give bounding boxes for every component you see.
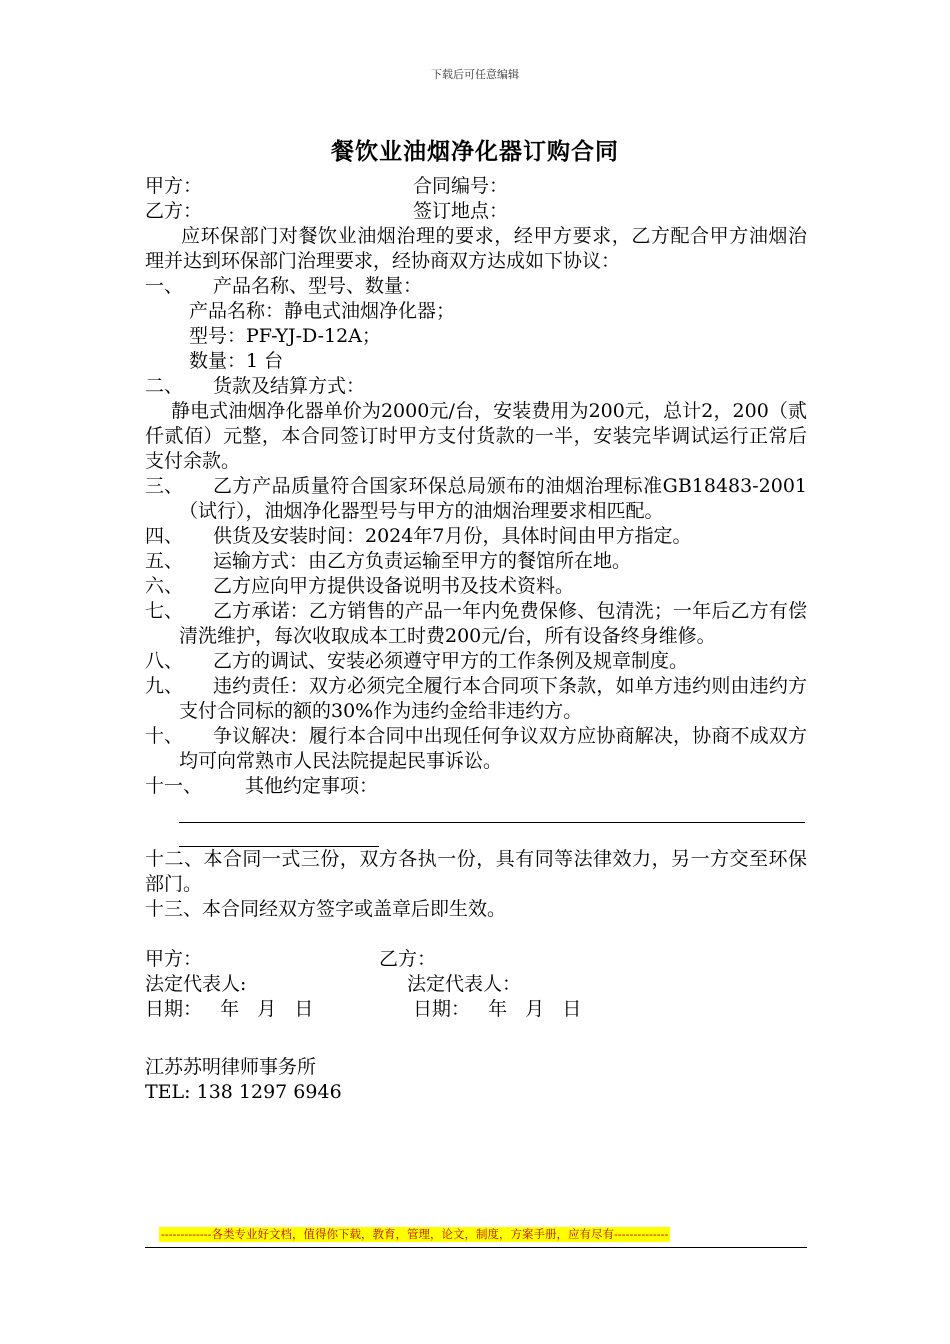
clause-number: 十、 (145, 725, 184, 747)
law-firm-tel: TEL: 138 1297 6946 (145, 1081, 342, 1103)
clause-12: 十二、本合同一式三份，双方各执一份，具有同等法律效力，另一方交至环保部门。 (145, 848, 807, 895)
clause-number: 十一、 (145, 775, 203, 797)
party-row-b (145, 199, 807, 224)
clause-text: 争议解决：履行本合同中出现任何争议双方应协商解决，协商不成双方均可向常熟市人民法院提起民事诉讼。 (179, 725, 807, 772)
product-model: 型号：PF-YJ-D-12A； (189, 325, 381, 347)
header-note: 下载后可任意编辑 (431, 68, 519, 81)
clause-2 (145, 374, 807, 399)
spacer (145, 922, 807, 947)
product-name: 产品名称：静电式油烟净化器； (189, 300, 456, 322)
blank-line-full (179, 799, 805, 823)
sign-party-b: 乙方： (379, 948, 437, 970)
clause-9 (145, 674, 807, 724)
clause-7 (145, 599, 807, 649)
clause-text: 货款及结算方式： (213, 375, 366, 397)
sign-row-date (145, 997, 807, 1022)
clause-13: 十三、本合同经双方签字或盖章后即生效。 (145, 898, 507, 920)
clause-6 (145, 574, 807, 599)
clause-text: 乙方应向甲方提供设备说明书及技术资料。 (213, 575, 575, 597)
clause-number: 五、 (145, 550, 184, 572)
clause-5 (145, 549, 807, 574)
party-row-a (145, 174, 807, 199)
sign-date-a: 日期： 年 月 日 (145, 998, 314, 1020)
clause-number: 八、 (145, 650, 184, 672)
sign-party-a: 甲方： (145, 948, 203, 970)
footer-bar (145, 1226, 807, 1248)
law-firm-name: 江苏苏明律师事务所 (145, 1056, 317, 1078)
clause-number: 二、 (145, 375, 184, 397)
clause-text: 产品名称、型号、数量： (213, 275, 423, 297)
clause-number: 七、 (145, 600, 184, 622)
clause-text: 其他约定事项： (245, 775, 379, 797)
party-a-label: 甲方： (145, 175, 203, 197)
sign-row-rep (145, 972, 807, 997)
contract-title: 餐饮业油烟净化器订购合同 (331, 138, 619, 165)
clause-4 (145, 524, 807, 549)
blank-line-short (179, 823, 379, 847)
clause-text: 运输方式：由乙方负责运输至甲方的餐馆所在地。 (213, 550, 632, 572)
party-b-label: 乙方： (145, 200, 203, 222)
intro-paragraph: 应环保部门对餐饮业油烟治理的要求，经甲方要求，乙方配合甲方油烟治理并达到环保部门治理要求，经协商双方达成如下协议： (145, 225, 807, 272)
clause-10 (145, 724, 807, 774)
clause-number: 三、 (145, 475, 184, 497)
sign-date-b: 日期： 年 月 日 (413, 998, 582, 1020)
clause-text: 乙方的调试、安装必须遵守甲方的工作条例及规章制度。 (213, 650, 689, 672)
sign-rep-b: 法定代表人： (407, 973, 522, 995)
clause-text: 违约责任：双方必须完全履行本合同项下条款，如单方违约则由违约方支付合同标的额的30%作为违约金给非违约方。 (179, 675, 807, 722)
sign-rep-a: 法定代表人: (145, 973, 247, 995)
spacer (145, 1022, 807, 1055)
clause-3 (145, 474, 807, 524)
clause-text: 乙方产品质量符合国家环保总局颁布的油烟治理标准GB18483-2001（试行），油烟净化器型号与甲方的油烟治理要求相匹配。 (179, 475, 807, 522)
clause-1 (145, 274, 807, 299)
product-quantity: 数量：1 台 (189, 350, 284, 372)
clause-text: 供货及安装时间：2024年7月份，具体时间由甲方指定。 (213, 525, 692, 547)
footer-banner: -------------各类专业好文档，值得你下载，教育，管理，论文，制度，方案手册，应有尽有-------------- (161, 1227, 669, 1241)
clause-11 (145, 774, 807, 799)
clause-number: 一、 (145, 275, 184, 297)
contract-no-label: 合同编号： (413, 175, 509, 197)
clause-number: 九、 (145, 675, 184, 697)
sign-row-party (145, 947, 807, 972)
clause-text: 乙方承诺：乙方销售的产品一年内免费保修、包清洗；一年后乙方有偿清洗维护，每次收取成本工时费200元/台，所有设备终身维修。 (179, 600, 807, 647)
clause-8 (145, 649, 807, 674)
sign-place-label: 签订地点： (413, 200, 509, 222)
payment-paragraph: 静电式油烟净化器单价为2000元/台，安装费用为200元，总计2，200（贰仟贰佰）元整，本合同签订时甲方支付货款的一半，安装完毕调试运行正常后支付余款。 (145, 400, 807, 472)
contract-body (145, 174, 807, 1105)
clause-number: 四、 (145, 525, 184, 547)
clause-number: 六、 (145, 575, 184, 597)
